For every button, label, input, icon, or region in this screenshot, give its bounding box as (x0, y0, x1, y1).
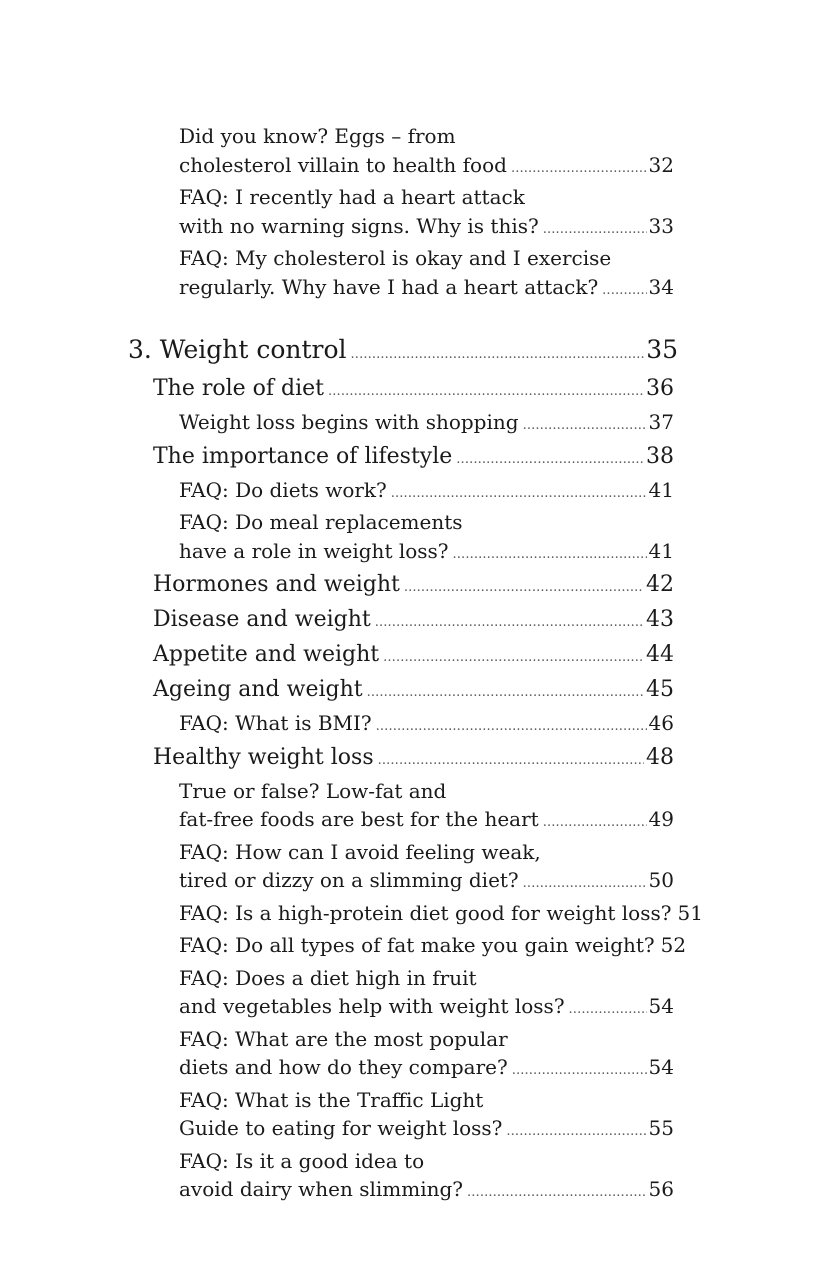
dot-leader (378, 745, 644, 777)
page-number: 38 (646, 443, 674, 469)
toc-entry-text: Guide to eating for weight loss? (179, 1116, 503, 1140)
toc-entry-text: FAQ: How can I avoid feeling weak, (179, 839, 541, 864)
page-number: 43 (646, 607, 674, 632)
toc-section (153, 639, 674, 674)
dot-leader (328, 376, 644, 408)
page-number: 51 (677, 900, 703, 925)
toc-entry-line (179, 899, 703, 932)
toc-entry-line (179, 537, 674, 570)
toc-entry-line (153, 441, 674, 476)
toc-entry-line (179, 1025, 674, 1054)
toc-subentry (179, 244, 674, 305)
page-number: 56 (648, 1177, 674, 1201)
toc-entry-line (179, 122, 674, 151)
dot-leader (523, 870, 647, 899)
toc-entry-text: FAQ: Do meal replacements (179, 510, 463, 534)
table-of-contents (0, 122, 839, 1208)
toc-entry-text: FAQ: Does a diet high in fruit (179, 965, 477, 990)
toc-entry-text: FAQ: What are the most popular (179, 1026, 508, 1051)
dot-leader (351, 337, 645, 373)
toc-entry-text: cholesterol villain to health food (179, 152, 507, 177)
toc-entry-line (179, 1147, 674, 1176)
toc-subentry (179, 476, 674, 509)
toc-entry-line (153, 639, 674, 674)
toc-section (153, 674, 674, 709)
toc-section (153, 441, 674, 476)
toc-entry-line (179, 212, 674, 245)
toc-entry-text: Weight loss begins with shopping (179, 410, 519, 434)
toc-subentry (179, 508, 674, 569)
toc-entry-text: FAQ: What is the Traffic Light (179, 1087, 484, 1112)
toc-entry-line (179, 1053, 674, 1086)
toc-entry-text: with no warning signs. Why is this? (179, 213, 539, 238)
toc-section (153, 742, 674, 777)
toc-entry-text: FAQ: I recently had a heart attack (179, 185, 525, 209)
toc-entry-text: Appetite and weight (153, 642, 380, 667)
toc-subentry (179, 1025, 674, 1086)
page-number: 32 (648, 152, 674, 177)
toc-entry-line (179, 244, 674, 273)
spacer (0, 305, 839, 332)
toc-entry-text: regularly. Why have I had a heart attack? (179, 274, 599, 299)
toc-entry-line (179, 805, 674, 838)
toc-entry-line (179, 508, 674, 537)
toc-entry-line (153, 742, 674, 777)
page-number: 49 (648, 807, 674, 831)
dot-leader (523, 412, 647, 441)
toc-entry-line (179, 476, 674, 509)
dot-leader (456, 444, 644, 476)
toc-entry-text: FAQ: Do diets work? (179, 477, 387, 502)
dot-leader (367, 677, 644, 709)
dot-leader (375, 607, 644, 639)
toc-entry-text: The importance of lifestyle (153, 443, 453, 469)
page-number: 34 (648, 274, 674, 299)
page-number: 33 (648, 213, 674, 238)
dot-leader (602, 277, 646, 306)
toc-entry-text: FAQ: My cholesterol is okay and I exercise (179, 246, 612, 270)
page-number: 42 (646, 572, 674, 597)
toc-entry-text: FAQ: What is BMI? (179, 711, 372, 735)
page-number: 45 (646, 677, 674, 702)
toc-subentry (179, 122, 674, 183)
toc-entry-text: Did you know? Eggs – from (179, 124, 456, 148)
page-number: 41 (648, 477, 674, 502)
toc-subentry (179, 838, 674, 899)
toc-subentry (179, 777, 674, 838)
toc-entry-line (153, 674, 674, 709)
toc-entry-text: and vegetables help with weight loss? (179, 994, 565, 1018)
toc-entry-text: Healthy weight loss (153, 744, 374, 770)
toc-entry-line (153, 373, 674, 408)
toc-entry-line (179, 931, 687, 964)
toc-entry-text: FAQ: Is a high-protein diet good for weight loss? (179, 900, 672, 925)
toc-entry-text: Hormones and weight (153, 572, 400, 597)
toc-entry-text: FAQ: Is it a good idea to (179, 1148, 425, 1173)
page-number: 54 (648, 1055, 674, 1079)
chapter-title: 3. Weight control (128, 335, 347, 364)
dot-leader (383, 642, 644, 674)
dot-leader (543, 216, 647, 245)
toc-entry-line (179, 866, 674, 899)
toc-subentry (179, 931, 687, 964)
page-number: 35 (646, 335, 678, 364)
toc-entry-text: True or false? Low-fat and (179, 778, 447, 803)
dot-leader (376, 713, 647, 742)
dot-leader (569, 996, 647, 1025)
dot-leader (511, 155, 647, 184)
toc-entry-line (179, 408, 674, 441)
page-number: 37 (648, 410, 674, 434)
page-number: 36 (646, 376, 674, 401)
toc-entry-text: Disease and weight (153, 607, 371, 632)
toc-subentry (179, 183, 674, 244)
page-number: 52 (660, 933, 687, 957)
toc-entry-line (179, 1114, 674, 1147)
toc-entry-line (179, 1175, 674, 1208)
page-number: 54 (648, 994, 674, 1018)
dot-leader (543, 809, 647, 838)
toc-entry-line (179, 709, 674, 742)
toc-subentry (179, 964, 674, 1025)
toc-subentry (179, 1147, 674, 1208)
page-number: 50 (648, 868, 674, 892)
chapter-heading (128, 332, 678, 373)
toc-subentry (179, 408, 674, 441)
page-number: 41 (648, 538, 674, 563)
toc-entry-line (179, 183, 674, 212)
toc-entry-line (153, 604, 674, 639)
toc-entry-text: have a role in weight loss? (179, 538, 449, 563)
dot-leader (506, 1118, 646, 1147)
toc-subentry (179, 1086, 674, 1147)
toc-entry-line (179, 838, 674, 867)
dot-leader (467, 1179, 647, 1208)
toc-entry-text: avoid dairy when slimming? (179, 1177, 464, 1201)
dot-leader (391, 480, 647, 509)
toc-entry-line (179, 992, 674, 1025)
page-number: 46 (648, 711, 674, 735)
toc-entry-text: diets and how do they compare? (179, 1055, 508, 1079)
dot-leader (404, 572, 644, 604)
toc-entry-text: The role of diet (153, 376, 325, 401)
page-number: 44 (646, 642, 674, 667)
toc-entry-line (179, 151, 674, 184)
toc-entry-text: FAQ: Do all types of fat make you gain weight? (179, 933, 655, 957)
toc-subentry (179, 899, 703, 932)
toc-section (153, 569, 674, 604)
toc-entry-line (179, 273, 674, 306)
toc-subentry (179, 709, 674, 742)
toc-entry-line (179, 1086, 674, 1115)
page-number: 55 (648, 1116, 674, 1140)
page-number: 48 (646, 744, 674, 770)
dot-leader (512, 1057, 647, 1086)
toc-entry-line (128, 332, 678, 373)
toc-entry-text: tired or dizzy on a slimming diet? (179, 868, 519, 892)
toc-entry-text: fat-free foods are best for the heart (179, 807, 539, 831)
toc-entry-line (179, 777, 674, 806)
dot-leader (453, 541, 647, 570)
toc-section (153, 373, 674, 408)
toc-entry-text: Ageing and weight (153, 677, 363, 702)
toc-entry-line (179, 964, 674, 993)
toc-entry-line (153, 569, 674, 604)
toc-section (153, 604, 674, 639)
